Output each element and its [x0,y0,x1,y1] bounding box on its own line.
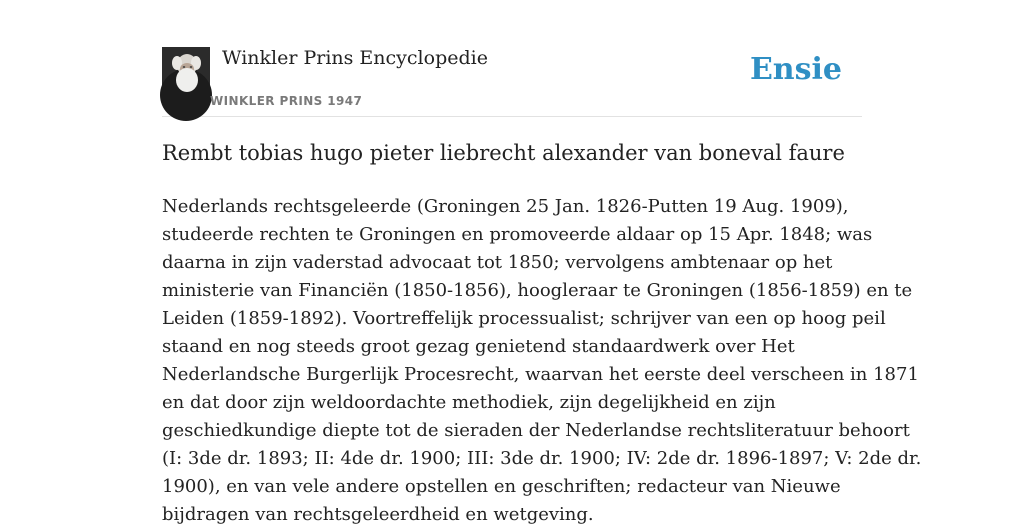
article-title: Rembt tobias hugo pieter liebrecht alexander van boneval faure [162,141,845,165]
body-line: ministerie van Financiën (1850-1856), hoogleraar te Groningen (1856-1859) en te [162,280,913,301]
body-line: bijdragen van rechtsgeleerdheid en wetgeving. [162,504,594,525]
body-line: daarna in zijn vaderstad advocaat tot 1850; vervolgens ambtenaar op het [162,252,833,273]
body-line: studeerde rechten te Groningen en promoveerde aldaar op 15 Apr. 1848; was [162,224,873,245]
body-line: staand en nog steeds groot gezag genietend standaardwerk over Het [162,336,795,357]
body-line: en dat door zijn weldoordachte methodiek, zijn degelijkheid en zijn [162,392,776,413]
ensie-logo[interactable]: Ensie [749,52,842,87]
body-line: (I: 3de dr. 1893; II: 4de dr. 1900; III: 3de dr. 1900; IV: 2de dr. 1896-1897; V: 2de dr. [162,448,922,469]
body-line: 1900), en van vele andere opstellen en geschriften; redacteur van Nieuwe [162,476,841,497]
portrait-avatar[interactable] [162,47,210,95]
source-header [162,46,862,117]
portrait-icon [162,47,210,95]
article-body [162,193,922,529]
body-line: Leiden (1859-1892). Voortreffelijk processualist; schrijver van een op hoog peil [162,308,886,329]
body-line: geschiedkundige diepte tot de sieraden der Nederlandse rechtsliteratuur behoort [162,420,910,441]
body-line: Nederlands rechtsgeleerde (Groningen 25 Jan. 1826-Putten 19 Aug. 1909), [162,196,849,217]
body-line: Nederlandsche Burgerlijk Procesrecht, waarvan het eerste deel verscheen in 1871 [162,364,919,385]
source-subtitle[interactable]: WINKLER PRINS 1947 [210,94,363,108]
source-title[interactable]: Winkler Prins Encyclopedie [222,47,488,69]
